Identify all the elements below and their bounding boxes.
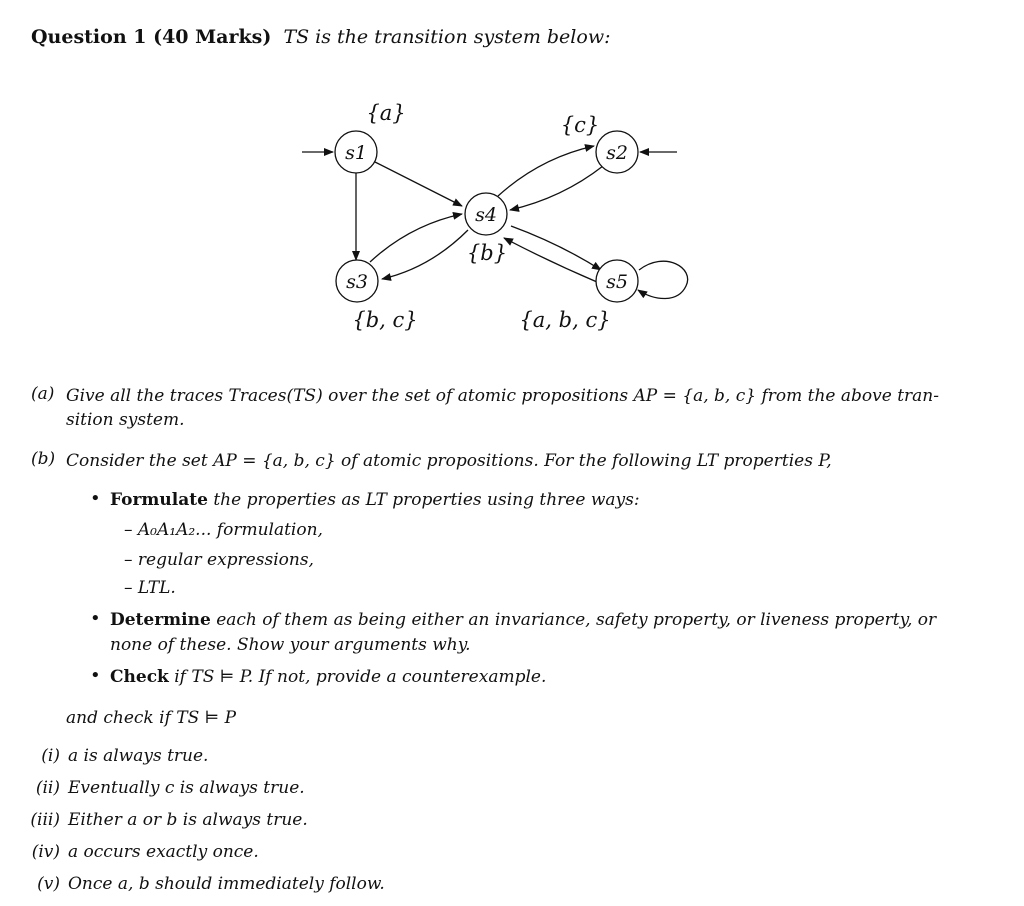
way-item-3: – LTL.	[124, 578, 176, 598]
state-s3-props: {b, c}	[352, 308, 418, 332]
state-s1-props: {a}	[366, 101, 406, 125]
state-s1	[335, 101, 406, 173]
question-intro: TS is the transition system below:	[283, 26, 611, 48]
transition-s4-s2	[498, 146, 594, 196]
question-label: Question 1 (40 Marks)	[31, 26, 272, 48]
way-item-1: – A₀A₁A₂... formulation,	[124, 520, 323, 540]
property-item: (iii) Either a or b is always true.	[30, 810, 308, 830]
transition-s2-s4	[510, 166, 603, 210]
bullet-check-bold: Check	[110, 667, 169, 687]
state-s2-label: s2	[606, 142, 628, 164]
bullet-determine-bold: Determine	[110, 610, 211, 630]
bullet-formulate	[110, 488, 640, 513]
state-s4	[465, 193, 507, 265]
bullet-determine-line2: none of these. Show your arguments why.	[110, 635, 471, 655]
transition-s4-s3	[382, 230, 468, 279]
state-s4-label: s4	[475, 204, 497, 226]
state-s5-label: s5	[606, 271, 628, 293]
state-s3	[336, 260, 418, 332]
bullet-check	[110, 665, 546, 690]
part-b-text: Consider the set AP = {a, b, c} of atomic propositions. For the following LT properties P,	[66, 451, 832, 471]
way-item-2: – regular expressions,	[124, 550, 314, 570]
part-b-label: (b)	[31, 449, 56, 469]
transition-s1-s4	[375, 162, 462, 206]
state-s2	[561, 113, 638, 173]
transition-system-diagram	[0, 0, 1024, 360]
and-check-text: and check if TS ⊨ P	[66, 708, 237, 728]
transition-s5-s5	[638, 261, 688, 298]
state-s2-props: {c}	[560, 113, 600, 137]
bullet-dot: •	[90, 665, 101, 686]
part-a-line1: Give all the traces Traces(TS) over the set of atomic propositions AP = {a, b, c} from the above tran-	[66, 386, 940, 406]
property-item: (v) Once a, b should immediately follow.	[37, 874, 385, 894]
state-s1-label: s1	[345, 142, 367, 164]
part-a-label: (a)	[31, 384, 55, 404]
bullet-formulate-text: the properties as LT properties using three ways:	[213, 490, 640, 510]
bullet-determine	[110, 608, 936, 633]
bullet-dot: •	[90, 608, 101, 629]
state-s3-label: s3	[346, 271, 368, 293]
property-item: (ii) Eventually c is always true.	[35, 778, 305, 798]
part-a-line2: sition system.	[66, 410, 185, 430]
state-s4-props: {b}	[466, 241, 508, 265]
transition-s3-s4	[370, 214, 462, 262]
state-s5	[519, 260, 638, 332]
bullet-determine-text: each of them as being either an invariance, safety property, or liveness property, or	[216, 610, 937, 630]
state-s5-props: {a, b, c}	[519, 308, 611, 332]
bullet-dot: •	[90, 488, 101, 509]
bullet-check-text: if TS ⊨ P. If not, provide a counterexample.	[174, 667, 547, 687]
transition-s5-s4	[504, 238, 597, 282]
property-item: (i) a is always true.	[41, 746, 209, 766]
bullet-formulate-bold: Formulate	[110, 490, 208, 510]
property-item: (iv) a occurs exactly once.	[31, 842, 259, 862]
